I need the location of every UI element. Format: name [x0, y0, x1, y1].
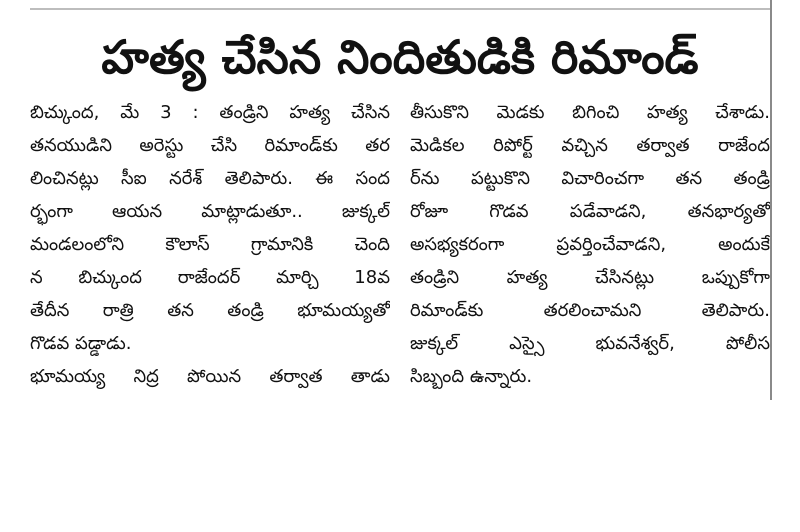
text-line: సిబ్బంది ఉన్నారు.: [410, 366, 533, 387]
headline: హత్య చేసిన నిందితుడికి రిమాండ్: [101, 30, 699, 84]
text-line: మెడికల రిపోర్ట్ వచ్చిన తర్వాత రాజేంద: [410, 135, 770, 156]
text-line: భూమయ్య నిద్ర పోయిన తర్వాత తాడు: [30, 366, 390, 387]
text-line: రిమాండ్‌కు తరలించామని తెలిపారు.: [410, 300, 770, 321]
top-divider: [30, 8, 770, 10]
text-line: తనయుడిని అరెస్టు చేసి రిమాండ్‌కు తర: [30, 135, 390, 156]
text-line: మండలంలోని కౌలాస్ గ్రామానికి చెంది: [30, 234, 390, 255]
text-line: బిచ్కుంద, మే 3 : తండ్రిని హత్య చేసిన: [30, 102, 390, 123]
text-line: జుక్కల్ ఎస్సై భువనేశ్వర్, పోలీస: [410, 333, 770, 354]
text-line: లించినట్లు సీఐ నరేశ్ తెలిపారు. ఈ సంద: [30, 168, 390, 189]
text-line: తీసుకొని మెడకు బిగించి హత్య చేశాడు.: [410, 102, 770, 123]
text-line: ర్భంగా ఆయన మాట్లాడుతూ.. జుక్కల్: [30, 201, 390, 222]
text-line: తేదీన రాత్రి తన తండ్రి భూమయ్యతో: [30, 300, 390, 321]
text-line: ర్‌ను పట్టుకొని విచారించగా తన తండ్రి: [410, 168, 770, 189]
text-line: న బిచ్కుంద రాజేందర్ మార్చి 18వ: [30, 267, 390, 288]
article-column-right: [410, 96, 770, 426]
text-line: తండ్రిని హత్య చేసినట్లు ఒప్పుకోగా: [410, 267, 770, 288]
text-line: అసభ్యకరంగా ప్రవర్తించేవాడని, అందుకే: [410, 234, 770, 255]
text-line: రోజూ గొడవ పడేవాడని, తనభార్యతో: [410, 201, 770, 222]
text-line: గొడవ పడ్డాడు.: [30, 333, 132, 354]
right-column-rule: [770, 0, 772, 400]
article-column-left: [30, 96, 390, 426]
